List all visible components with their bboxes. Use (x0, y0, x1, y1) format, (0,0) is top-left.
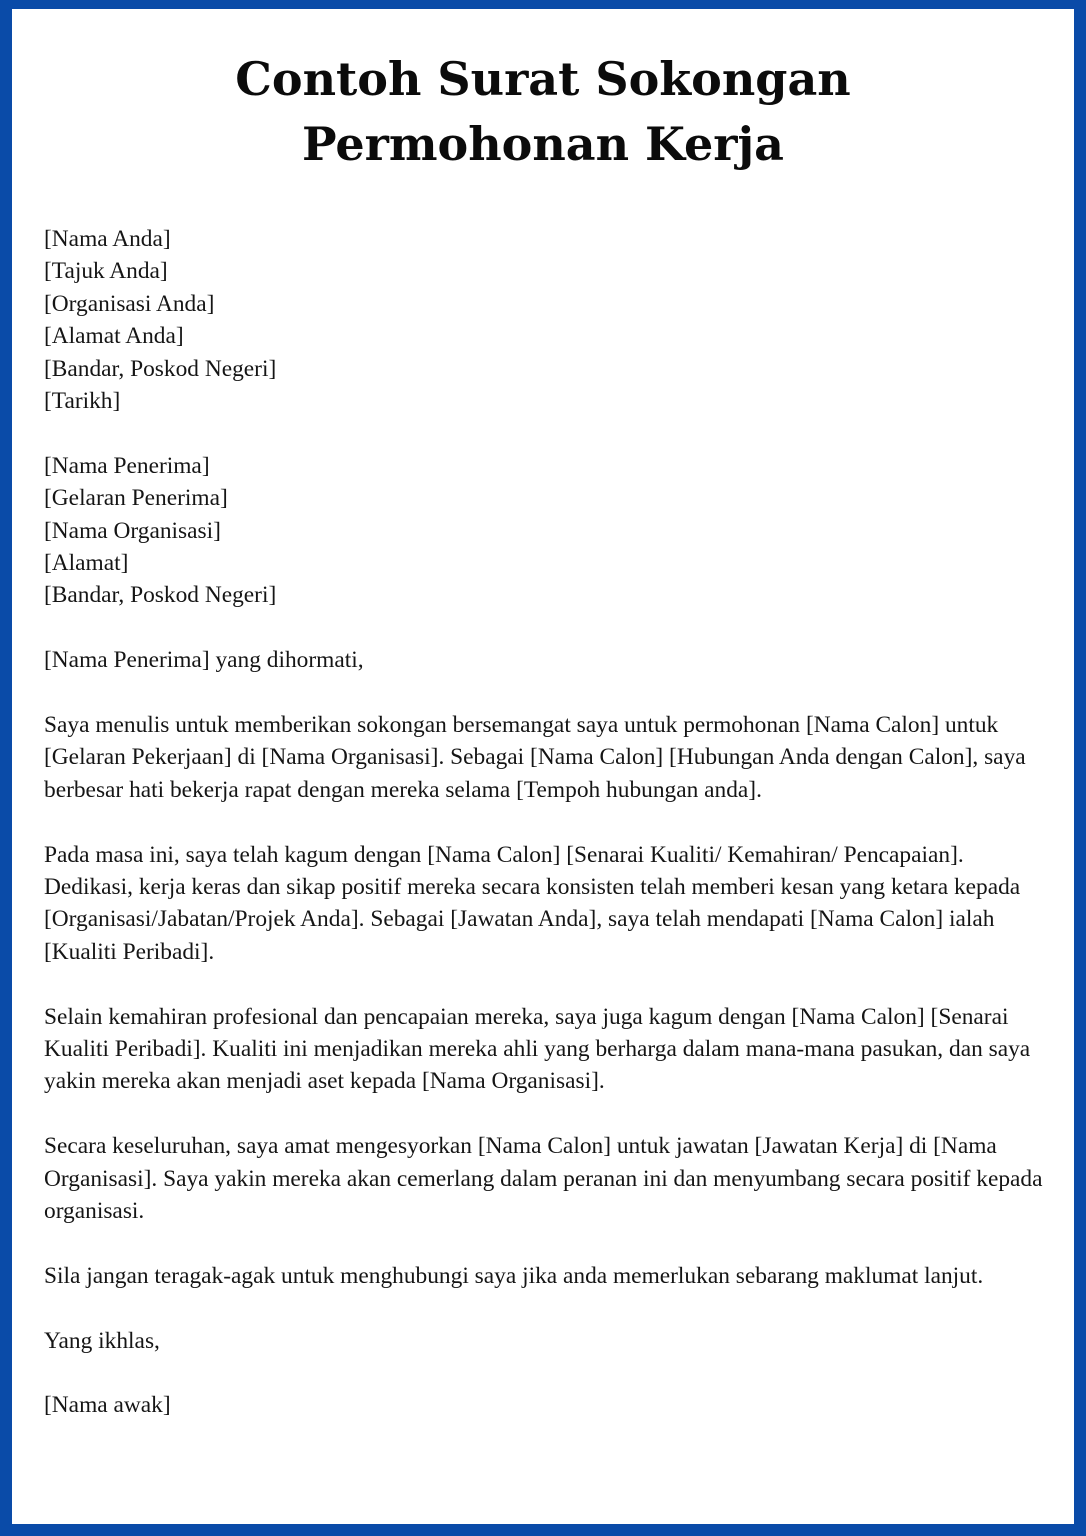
page-title-line-1: Contoh Surat Sokongan (235, 52, 851, 106)
body-paragraph-2: Pada masa ini, saya telah kagum dengan [Nama Calon] [Senarai Kualiti/ Kemahiran/ Pencapaian]. Dedikasi, kerja keras dan sikap positif mereka secara konsisten telah memberi kesan yang ketara kepada [Organisasi/Jabatan/Projek Anda]. Sebagai [Jawatan Anda], saya telah mendapati [Nama Calon] ialah [Kualiti Peribadi]. (44, 841, 1021, 965)
page-title-line-2: Permohonan Kerja (302, 117, 784, 171)
signature-name: [Nama awak] (44, 1392, 171, 1419)
letter-date: [Tarikh] (44, 388, 121, 415)
letter-body (44, 223, 1054, 1454)
salutation: [Nama Penerima] yang dihormati, (44, 647, 364, 674)
sender-name: [Nama Anda] (44, 226, 171, 252)
recipient-title: [Gelaran Penerima] (44, 485, 228, 512)
recipient-organization: [Nama Organisasi] (44, 517, 221, 544)
sender-address: [Alamat Anda] (44, 323, 184, 350)
body-paragraph-5: Sila jangan teragak-agak untuk menghubungi saya jika anda memerlukan sebarang maklumat lanjut. (44, 1262, 984, 1289)
recipient-address-block (44, 450, 1054, 612)
recipient-city-postcode-state: [Bandar, Poskod Negeri] (44, 582, 277, 609)
sender-organization: [Organisasi Anda] (44, 290, 215, 317)
recipient-name: [Nama Penerima] (44, 452, 210, 479)
sender-address-block (44, 223, 1054, 417)
sender-title: [Tajuk Anda] (44, 258, 168, 285)
closing: Yang ikhlas, (44, 1327, 160, 1354)
recipient-address: [Alamat] (44, 550, 129, 577)
body-paragraph-4: Secara keseluruhan, saya amat mengesyorkan [Nama Calon] untuk jawatan [Jawatan Kerja] di [Nama Organisasi]. Saya yakin mereka akan cemerlang dalam peranan ini dan menyumbang secara positif kepada organisasi. (44, 1133, 1043, 1225)
sender-city-postcode-state: [Bandar, Poskod Negeri] (44, 355, 277, 382)
page-title (0, 47, 1086, 177)
body-paragraph-1: Saya menulis untuk memberikan sokongan bersemangat saya untuk permohonan [Nama Calon] untuk [Gelaran Pekerjaan] di [Nama Organisasi]. Sebagai [Nama Calon] [Hubungan Anda dengan Calon], saya berbesar hati bekerja rapat dengan mereka selama [Tempoh hubungan anda]. (44, 712, 1026, 803)
body-paragraph-3: Selain kemahiran profesional dan pencapaian mereka, saya juga kagum dengan [Nama Calon] [Senarai Kualiti Peribadi]. Kualiti ini menjadikan mereka ahli yang berharga dalam mana-mana pasukan, dan saya yakin mereka akan menjadi aset kepada [Nama Organisasi]. (44, 1003, 1031, 1095)
